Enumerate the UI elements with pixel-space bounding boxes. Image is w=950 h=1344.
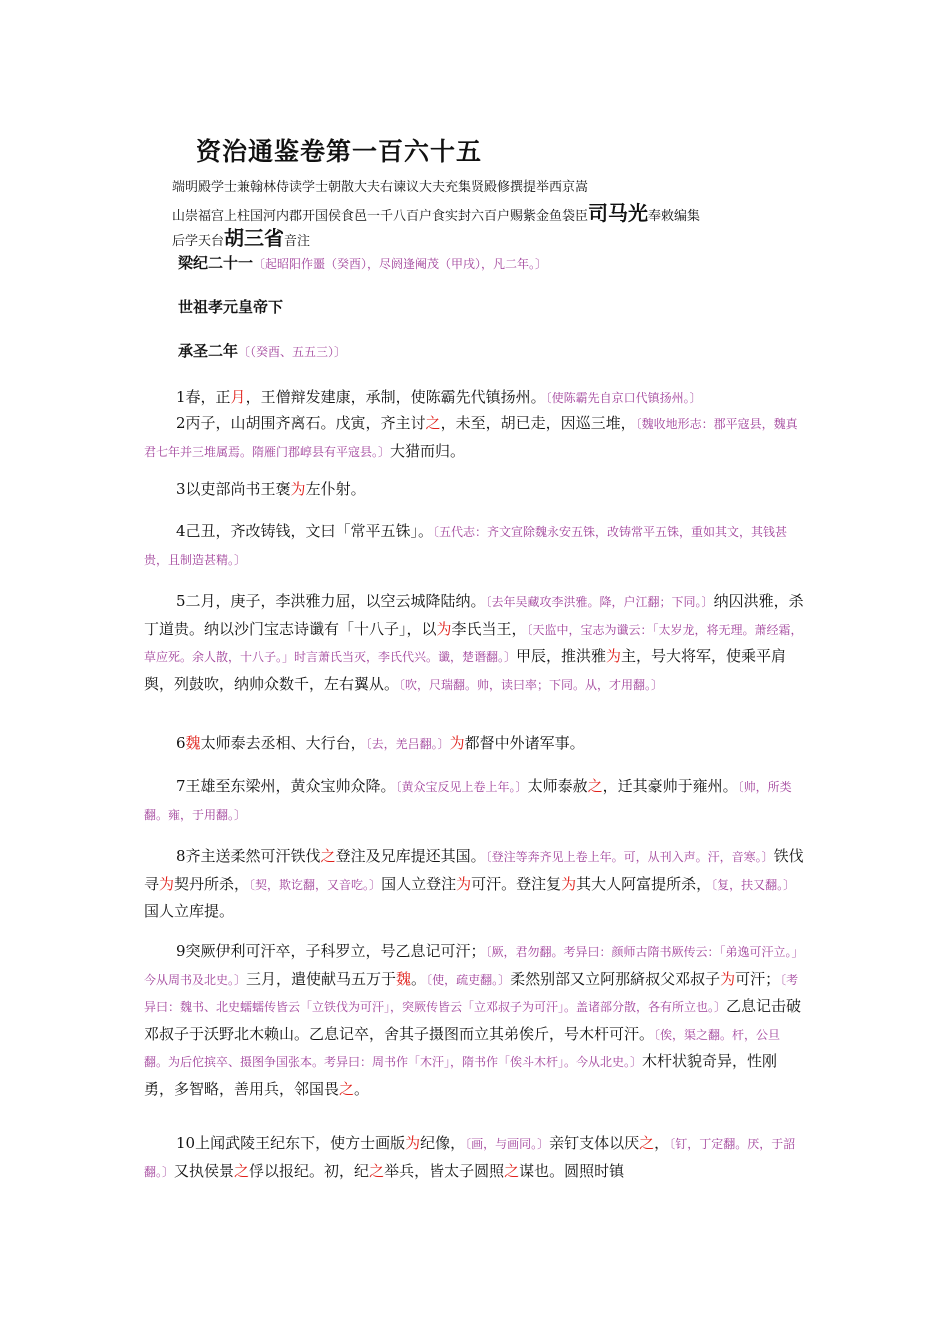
paragraph (144, 843, 804, 925)
paragraph-text: 7王雄至东梁州，黄众宝帅众降。 (176, 777, 396, 795)
paragraph-text: 其大人阿富提所杀， (576, 874, 712, 893)
paragraph-text: 都督中外诸军事。 (464, 734, 585, 752)
paragraph-text: 甲辰，推洪雅 (516, 647, 607, 665)
paragraph-text: 李氏当王， (451, 619, 527, 638)
annotation-note: 〔使陈霸先自京口代镇扬州。〕 (545, 391, 702, 405)
annotation-note: 〔黄众宝反见上卷上年。〕 (395, 780, 528, 794)
paragraph-text: ，迁其豪帅于雍州。 (602, 777, 738, 795)
paragraph-text: 主，号大将军，使乘平肩舆，列鼓吹，纳帅众数千，左右翼从。 (144, 647, 787, 693)
highlighted-char: 魏 (396, 969, 412, 988)
paragraph-text: 4己丑，齐改铸钱，文曰「常平五铢」。 (176, 522, 434, 540)
paragraph-text: 6 (176, 734, 186, 752)
highlighted-char: 为 (436, 619, 452, 638)
paragraph-text: 8齐主送柔然可汗铁伐 (176, 847, 321, 865)
paragraph (144, 938, 804, 1102)
annotation-note: 〔画，与画同。〕 (465, 1137, 550, 1151)
credit-text: 端明殿学士兼翰林侍读学士朝散大夫右谏议大夫充集贤殿修撰提举西京嵩 (172, 180, 589, 195)
highlighted-char: 之 (504, 1161, 520, 1180)
highlighted-char: 之 (320, 847, 336, 865)
paragraph-text: 登注及兄库提还其国。 (335, 847, 486, 865)
paragraph-text: 可汗。登注复 (471, 874, 562, 893)
annotation-note: 〔去年吴藏攻李洪雅。降，户江翻；下同。〕 (485, 595, 714, 609)
paragraph-text: 国人立库提。 (144, 902, 235, 920)
annotation-note: 〔厥，君勿翻。考异曰：颜师古隋书厥传云：「弟逸可汗立。」今从周书及北史。〕 (144, 945, 804, 987)
section-note: 〔起昭阳作噩（癸酉），尽阏逢阉茂（甲戌），凡二年。〕 (253, 257, 548, 271)
annotation-note: 〔登注等奔齐见上卷上年。可，从刊入声。汗，音寒。〕 (485, 850, 774, 864)
paragraph-text: 亲钉支体以厌 (549, 1134, 640, 1152)
paragraph (144, 476, 804, 503)
paragraph-text: 可汗； (735, 969, 781, 988)
credit-line-1 (172, 178, 588, 198)
highlighted-char: 为 (720, 969, 736, 988)
highlighted-char: 为 (606, 647, 622, 665)
highlighted-char: 为 (290, 480, 306, 498)
highlighted-char: 之 (639, 1134, 655, 1152)
credit-text: 后学天台 (172, 234, 225, 249)
paragraph-text: 国人立登注 (381, 874, 457, 893)
credit-line-3 (172, 228, 310, 252)
paragraph-text: 三月，遣使献马五万于 (246, 969, 397, 988)
annotation-note: 〔钉，丁定翻。厌，于詔翻。〕 (144, 1137, 796, 1179)
section-heading (178, 252, 547, 273)
highlighted-char: 之 (587, 777, 603, 795)
volume-title: 资治通鉴卷第一百六十五 (196, 137, 483, 166)
year-heading (178, 340, 346, 361)
author-name: 司马光 (588, 201, 649, 225)
annotation-note: 〔复，扶又翻。〕 (711, 877, 796, 892)
paragraph-text: 5二月，庚子，李洪雅力屈，以空云城降陆纳。 (176, 592, 486, 610)
paragraph-text: 举兵，皆太子圆照 (384, 1161, 505, 1180)
paragraph-text: 太师泰去丞相、大行台， (200, 734, 366, 752)
annotation-note: 〔五代志：齐文宣除魏永安五铢，改铸常平五铢，重如其文，其钱甚贵，且制造甚精。〕 (144, 525, 788, 567)
annotation-note: 〔吹，尺瑞翻。帅，读曰率；下同。从，才用翻。〕 (399, 677, 664, 692)
annotator-name: 胡三省 (224, 226, 285, 250)
highlighted-char: 之 (234, 1161, 250, 1180)
annotation-note: 〔魏收地形志：郡平寇县，魏真君七年并三堆属焉。隋雁门郡崞县有平寇县。〕 (144, 417, 798, 459)
paragraph-text: ， (654, 1134, 670, 1152)
paragraph-text: 木杆状貌奇异，性刚勇，多智略，善用兵，邻国畏 (144, 1052, 778, 1098)
annotation-note: 〔俟，渠之翻。杆，公旦翻。为后佗摈卒、摄图争国张本。考异曰：周书作「木汗」，隋书作「俟斗木杆」。今从北史。〕 (144, 1027, 781, 1069)
emperor-heading: 世祖孝元皇帝下 (178, 298, 284, 316)
paragraph-text: 太师泰赦 (527, 777, 588, 795)
annotation-note: 〔天监中，宝志为谶云：「太岁龙，将无理。萧经霜，草应死。余人散，十八子。」时言萧氏当灭，李氏代兴。谶，楚谮翻。〕 (144, 622, 803, 664)
paragraph (144, 588, 804, 698)
paragraph-text: 。 (354, 1079, 370, 1098)
credit-line-2 (172, 203, 700, 227)
paragraph-text: 10上闻武陵王纪东下，使方士画版 (176, 1134, 406, 1152)
annotation-note: 〔帅，所类翻。雍，于用翻。〕 (144, 780, 792, 822)
paragraph-text: 。 (411, 969, 427, 988)
paragraph-text: 契丹所杀， (174, 874, 250, 893)
year-label: 承圣二年 (178, 342, 239, 360)
paragraph (144, 384, 804, 412)
credit-text: 奉敕编集 (648, 209, 701, 224)
paragraph-text: 纳囚洪雅，杀丁道贵。纳以沙门宝志诗谶有「十八子」，以 (144, 592, 804, 638)
annotation-note: 〔契，欺讫翻，又音吃。〕 (249, 877, 382, 892)
highlighted-char: 之 (425, 414, 441, 432)
highlighted-char: 月 (230, 388, 246, 406)
highlighted-char: 为 (449, 734, 465, 752)
paragraph-text: 1春，正 (176, 388, 231, 406)
annotation-note: 〔去，羌吕翻。〕 (365, 737, 450, 751)
paragraph (144, 518, 804, 573)
paragraph-text: 铁伐寻 (144, 847, 804, 893)
credit-text: 山崇福宫上柱国河内郡开国侯食邑一千八百户食实封六百户赐紫金鱼袋臣 (172, 209, 589, 224)
paragraph (144, 773, 804, 828)
highlighted-char: 魏 (185, 734, 201, 752)
paragraph-text: 柔然别部又立阿那緕叔父邓叔子 (510, 969, 721, 988)
paragraph-text: 乙息记击破邓叔子于沃野北木赖山。乙息记卒，舍其子摄图而立其弟俟斤，号木杆可汗。 (144, 997, 802, 1043)
year-note: 〔（癸酉、五五三）〕 (238, 345, 347, 359)
paragraph-text: 左仆射。 (305, 480, 366, 498)
highlighted-char: 为 (405, 1134, 421, 1152)
paragraph-text: 又执侯景 (174, 1161, 235, 1180)
highlighted-char: 之 (339, 1079, 355, 1098)
paragraph-text: 2丙子，山胡围齐离石。戊寅，齐主讨 (176, 414, 426, 432)
paragraph-text: 大猎而归。 (390, 441, 466, 460)
paragraph-text: ，王僧辩发建康，承制，使陈霸先代镇扬州。 (245, 388, 546, 406)
highlighted-char: 之 (369, 1161, 385, 1180)
paragraph (144, 410, 804, 465)
paragraph (144, 1130, 804, 1185)
section-label: 梁纪二十一 (178, 254, 254, 272)
paragraph-text: ，未至，胡已走，因巡三堆， (440, 414, 636, 432)
highlighted-char: 为 (561, 874, 577, 893)
annotation-note: 〔考异曰：魏书、北史蠕蠕传皆云「立铁伐为可汗」，突厥传皆云「立邓叔子为可汗」。盖诸部分散，各有所立也。〕 (144, 972, 799, 1014)
paragraph-text: 9突厥伊利可汗卒，子科罗立，号乙息记可汗； (176, 942, 486, 960)
paragraph-text: 3以吏部尚书王褒 (176, 480, 291, 498)
annotation-note: 〔使，疏吏翻。〕 (426, 972, 511, 987)
paragraph-text: 谋也。圆照时镇 (519, 1161, 625, 1180)
paragraph (144, 730, 804, 758)
paragraph-text: 纪像， (420, 1134, 466, 1152)
highlighted-char: 为 (159, 874, 175, 893)
highlighted-char: 为 (456, 874, 472, 893)
paragraph-text: 俘以报纪。初，纪 (249, 1161, 370, 1180)
credit-text: 音注 (284, 234, 311, 249)
